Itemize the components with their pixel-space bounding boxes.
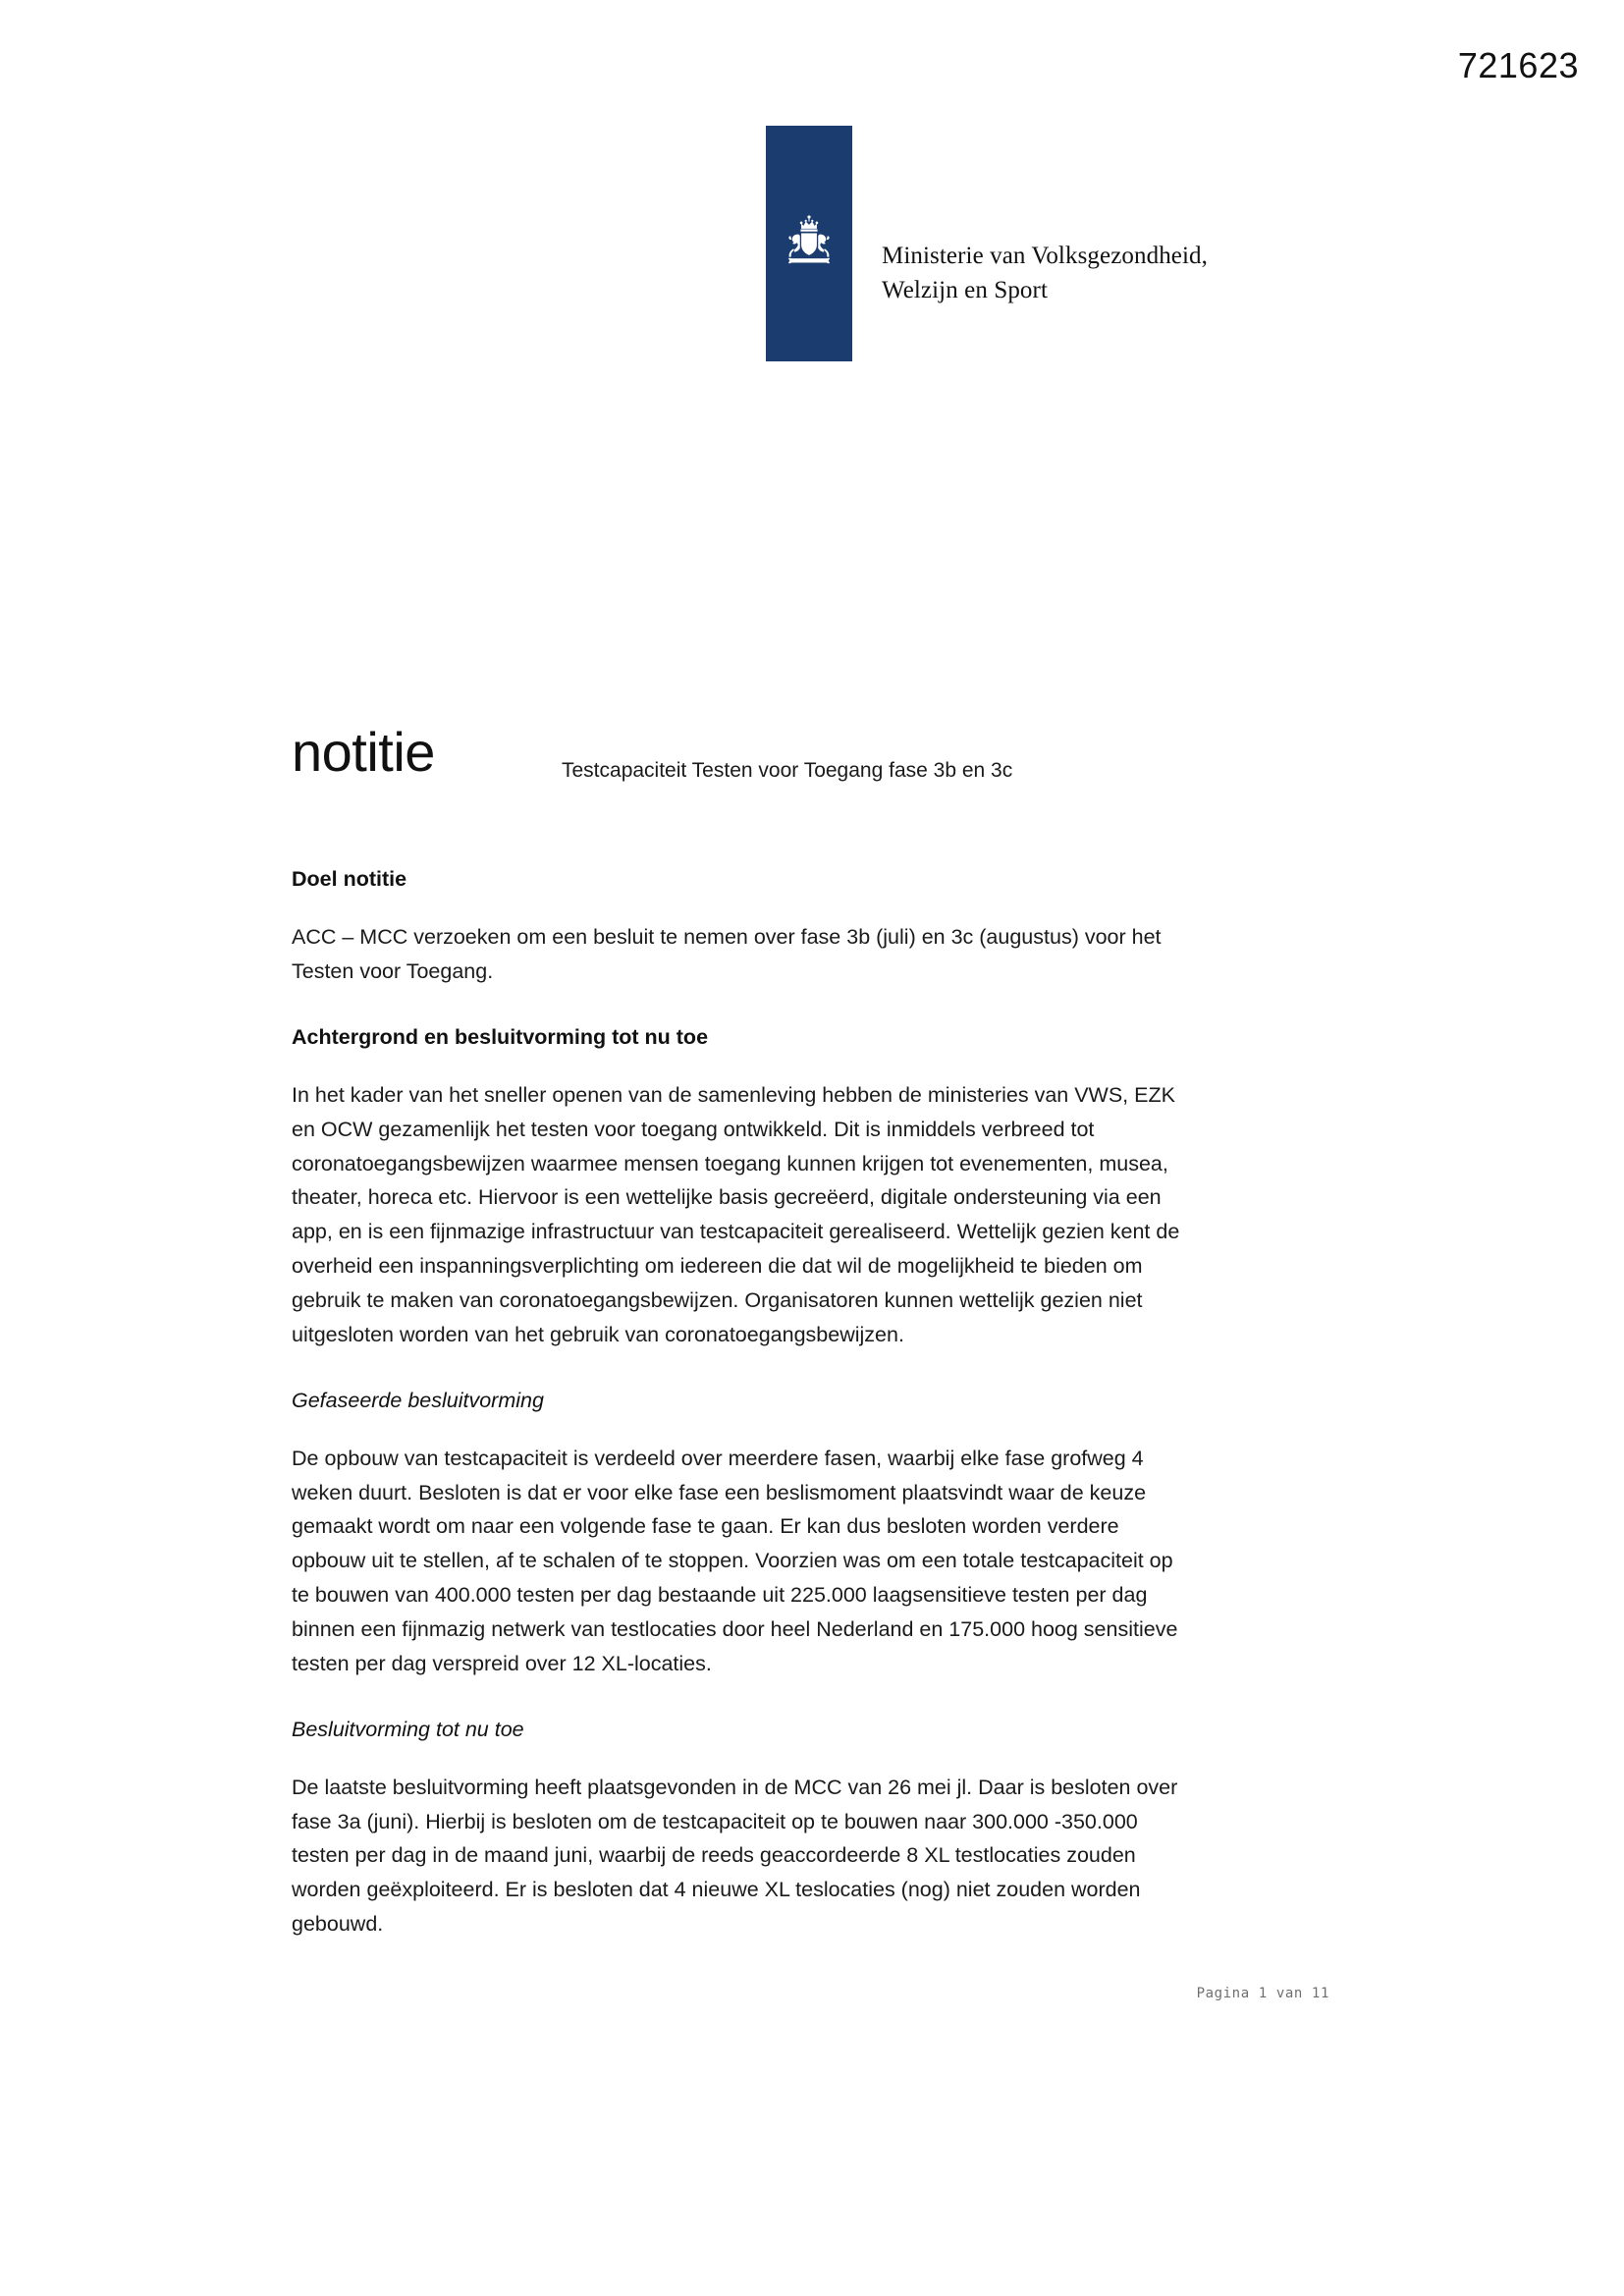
document-body [292, 864, 1180, 1975]
paragraph-achtergrond: In het kader van het sneller openen van de samenleving hebben de ministeries van VWS, EZK en OCW gezamenlijk het testen voor toegang ontwikkeld. Dit is inmiddels verbreed tot coronatoegangsbewijzen waarmee mensen toegang kunnen krijgen tot evenementen, musea, theater, horeca etc. Hiervoor is een wettelijke basis gecreëerd, digitale ondersteuning via een app, en is een fijnmazige infrastructuur van testcapaciteit gerealiseerd. Wettelijk gezien kent de overheid een inspanningsverplichting om iedereen die dat wil de mogelijkheid te bieden om gebruik te maken van coronatoegangsbewijzen. Organisatoren kunnen wettelijk gezien niet uitgesloten worden van het gebruik van coronatoegangsbewijzen. [292, 1083, 1180, 1346]
letterhead-blue-bar [766, 126, 852, 361]
document-number: 721623 [1457, 45, 1579, 85]
title-row [292, 721, 1329, 793]
heading-achtergrond: Achtergrond en besluitvorming tot nu toe [292, 1024, 709, 1049]
page-footer: Pagina 1 van 11 [1196, 1986, 1329, 2001]
document-subject: Testcapaciteit Testen voor Toegang fase 3b en 3c [562, 759, 1013, 782]
ministry-name-line-1: Ministerie van Volksgezondheid, [882, 243, 1208, 269]
paragraph-gefaseerde-besluitvorming: De opbouw van testcapaciteit is verdeeld over meerdere fasen, waarbij elke fase grofweg 4 weken duurt. Besloten is dat er voor elke fase een beslismoment plaatsvindt waar de keuze gemaakt wordt om naar een volgende fase te gaan. Er kan dus besloten worden verdere opbouw uit te stellen, af te schalen of te stoppen. Voorzien was om een totale testcapaciteit op te bouwen van 400.000 testen per dag bestaande uit 225.000 laagsensitieve testen per dag binnen een fijnmazig netwerk van testlocaties door heel Nederland en 175.000 hoog sensitieve testen per dag verspreid over 12 XL-locaties. [292, 1446, 1178, 1675]
ministry-name [882, 240, 1208, 307]
dutch-coat-of-arms-icon [777, 211, 841, 276]
heading-gefaseerde-besluitvorming: Gefaseerde besluitvorming [292, 1388, 544, 1412]
letterhead [766, 126, 1208, 361]
ministry-name-line-2: Welzijn en Sport [882, 276, 1048, 303]
heading-doel-notitie: Doel notitie [292, 867, 407, 891]
page-title: notitie [292, 721, 435, 783]
heading-besluitvorming-tot-nu-toe: Besluitvorming tot nu toe [292, 1717, 524, 1741]
paragraph-doel-notitie: ACC – MCC verzoeken om een besluit te nemen over fase 3b (juli) en 3c (augustus) voor het Testen voor Toegang. [292, 925, 1162, 983]
paragraph-besluitvorming-tot-nu-toe: De laatste besluitvorming heeft plaatsgevonden in de MCC van 26 mei jl. Daar is besloten over fase 3a (juni). Hierbij is besloten om de testcapaciteit op te bouwen naar 300.000 -350.000 testen per dag in de maand juni, waarbij de reeds geaccordeerde 8 XL testlocaties zouden worden geëxploiteerd. Er is besloten dat 4 nieuwe XL teslocaties (nog) niet zouden worden gebouwd. [292, 1775, 1178, 1937]
